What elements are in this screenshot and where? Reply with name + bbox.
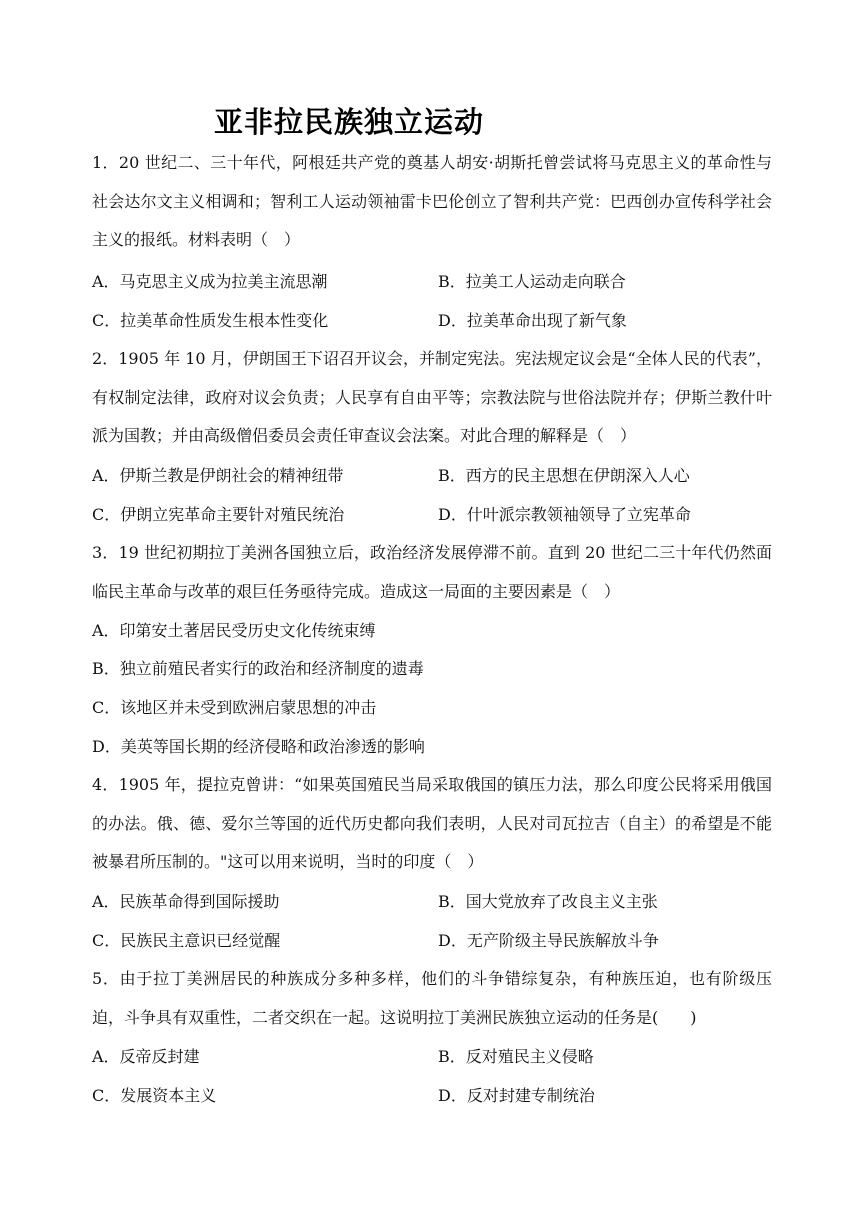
question-stem: 4．1905 年，提拉克曾讲：“如果英国殖民当局采取俄国的镇压力法，那么印度公民将采用俄国的办法。俄、德、爱尔兰等国的近代历史都向我们表明，人民对司瓦拉吉（自主）的希望是不能被暴君所压制的。"这可以用来说明，当时的印度（ ） <box>92 775 772 871</box>
question-2-option-b: B．西方的民主思想在伊朗深入人心 <box>438 466 690 485</box>
question-stem: 5．由于拉丁美洲居民的种族成分多种多样，他们的斗争错综复杂，有种族压迫，也有阶级压迫，斗争具有双重性，二者交织在一起。这说明拉丁美洲民族独立运动的任务是( ) <box>92 969 772 1027</box>
page-title: 亚非拉民族独立运动 <box>214 105 485 139</box>
question-1-option-a: A．马克思主义成为拉美主流思潮 <box>92 272 328 291</box>
question-2 <box>92 340 772 456</box>
question-1-option-d: D．拉美革命出现了新气象 <box>438 311 627 330</box>
question-1-option-c: C．拉美革命性质发生根本性变化 <box>92 311 329 330</box>
question-2-option-d: D．什叶派宗教领袖领导了立宪革命 <box>438 505 691 524</box>
question-stem: 2．1905 年 10 月，伊朗国王下诏召开议会，并制定宪法。宪法规定议会是“全体人民的代表”，有权制定法律，政府对议会负责；人民享有自由平等；宗教法院与世俗法院并存；伊斯兰教什叶派为国教；并由高级僧侣委员会责任审查议会法案。对此合理的解释是（ ） <box>92 349 772 445</box>
question-5-option-c: C．发展资本主义 <box>92 1086 217 1105</box>
question-5-option-d: D．反对封建专制统治 <box>438 1086 595 1105</box>
question-1 <box>92 144 772 260</box>
question-4-option-a: A．民族革命得到国际援助 <box>92 892 280 911</box>
question-3-option-c: C．该地区并未受到欧洲启蒙思想的冲击 <box>92 698 377 717</box>
question-4 <box>92 766 772 882</box>
question-stem: 3．19 世纪初期拉丁美洲各国独立后，政治经济发展停滞不前。直到 20 世纪二三十年代仍然面临民主革命与改革的艰巨任务亟待完成。造成这一局面的主要因素是（ ） <box>92 543 772 601</box>
question-2-option-c: C．伊朗立宪革命主要针对殖民统治 <box>92 505 345 524</box>
question-4-option-d: D．无产阶级主导民族解放斗争 <box>438 931 659 950</box>
question-4-option-c: C．民族民主意识已经觉醒 <box>92 931 281 950</box>
question-5-option-a: A．反帝反封建 <box>92 1047 200 1066</box>
question-3 <box>92 534 772 611</box>
question-1-option-b: B．拉美工人运动走向联合 <box>438 272 626 291</box>
question-stem: 1．20 世纪二、三十年代，阿根廷共产党的奠基人胡安·胡斯托曾尝试将马克思主义的革命性与社会达尔文主义相调和；智利工人运动领袖雷卡巴伦创立了智利共产党：巴西创办宣传科学社会主义的报纸。材料表明（ ） <box>92 153 772 249</box>
question-4-option-b: B．国大党放弃了改良主义主张 <box>438 892 658 911</box>
question-3-option-b: B．独立前殖民者实行的政治和经济制度的遗毒 <box>92 659 424 678</box>
question-3-option-d: D．美英等国长期的经济侵略和政治渗透的影响 <box>92 737 425 756</box>
question-2-option-a: A．伊斯兰教是伊朗社会的精神纽带 <box>92 466 344 485</box>
question-3-option-a: A．印第安土著居民受历史文化传统束缚 <box>92 621 376 640</box>
question-5 <box>92 960 772 1037</box>
question-5-option-b: B．反对殖民主义侵略 <box>438 1047 594 1066</box>
